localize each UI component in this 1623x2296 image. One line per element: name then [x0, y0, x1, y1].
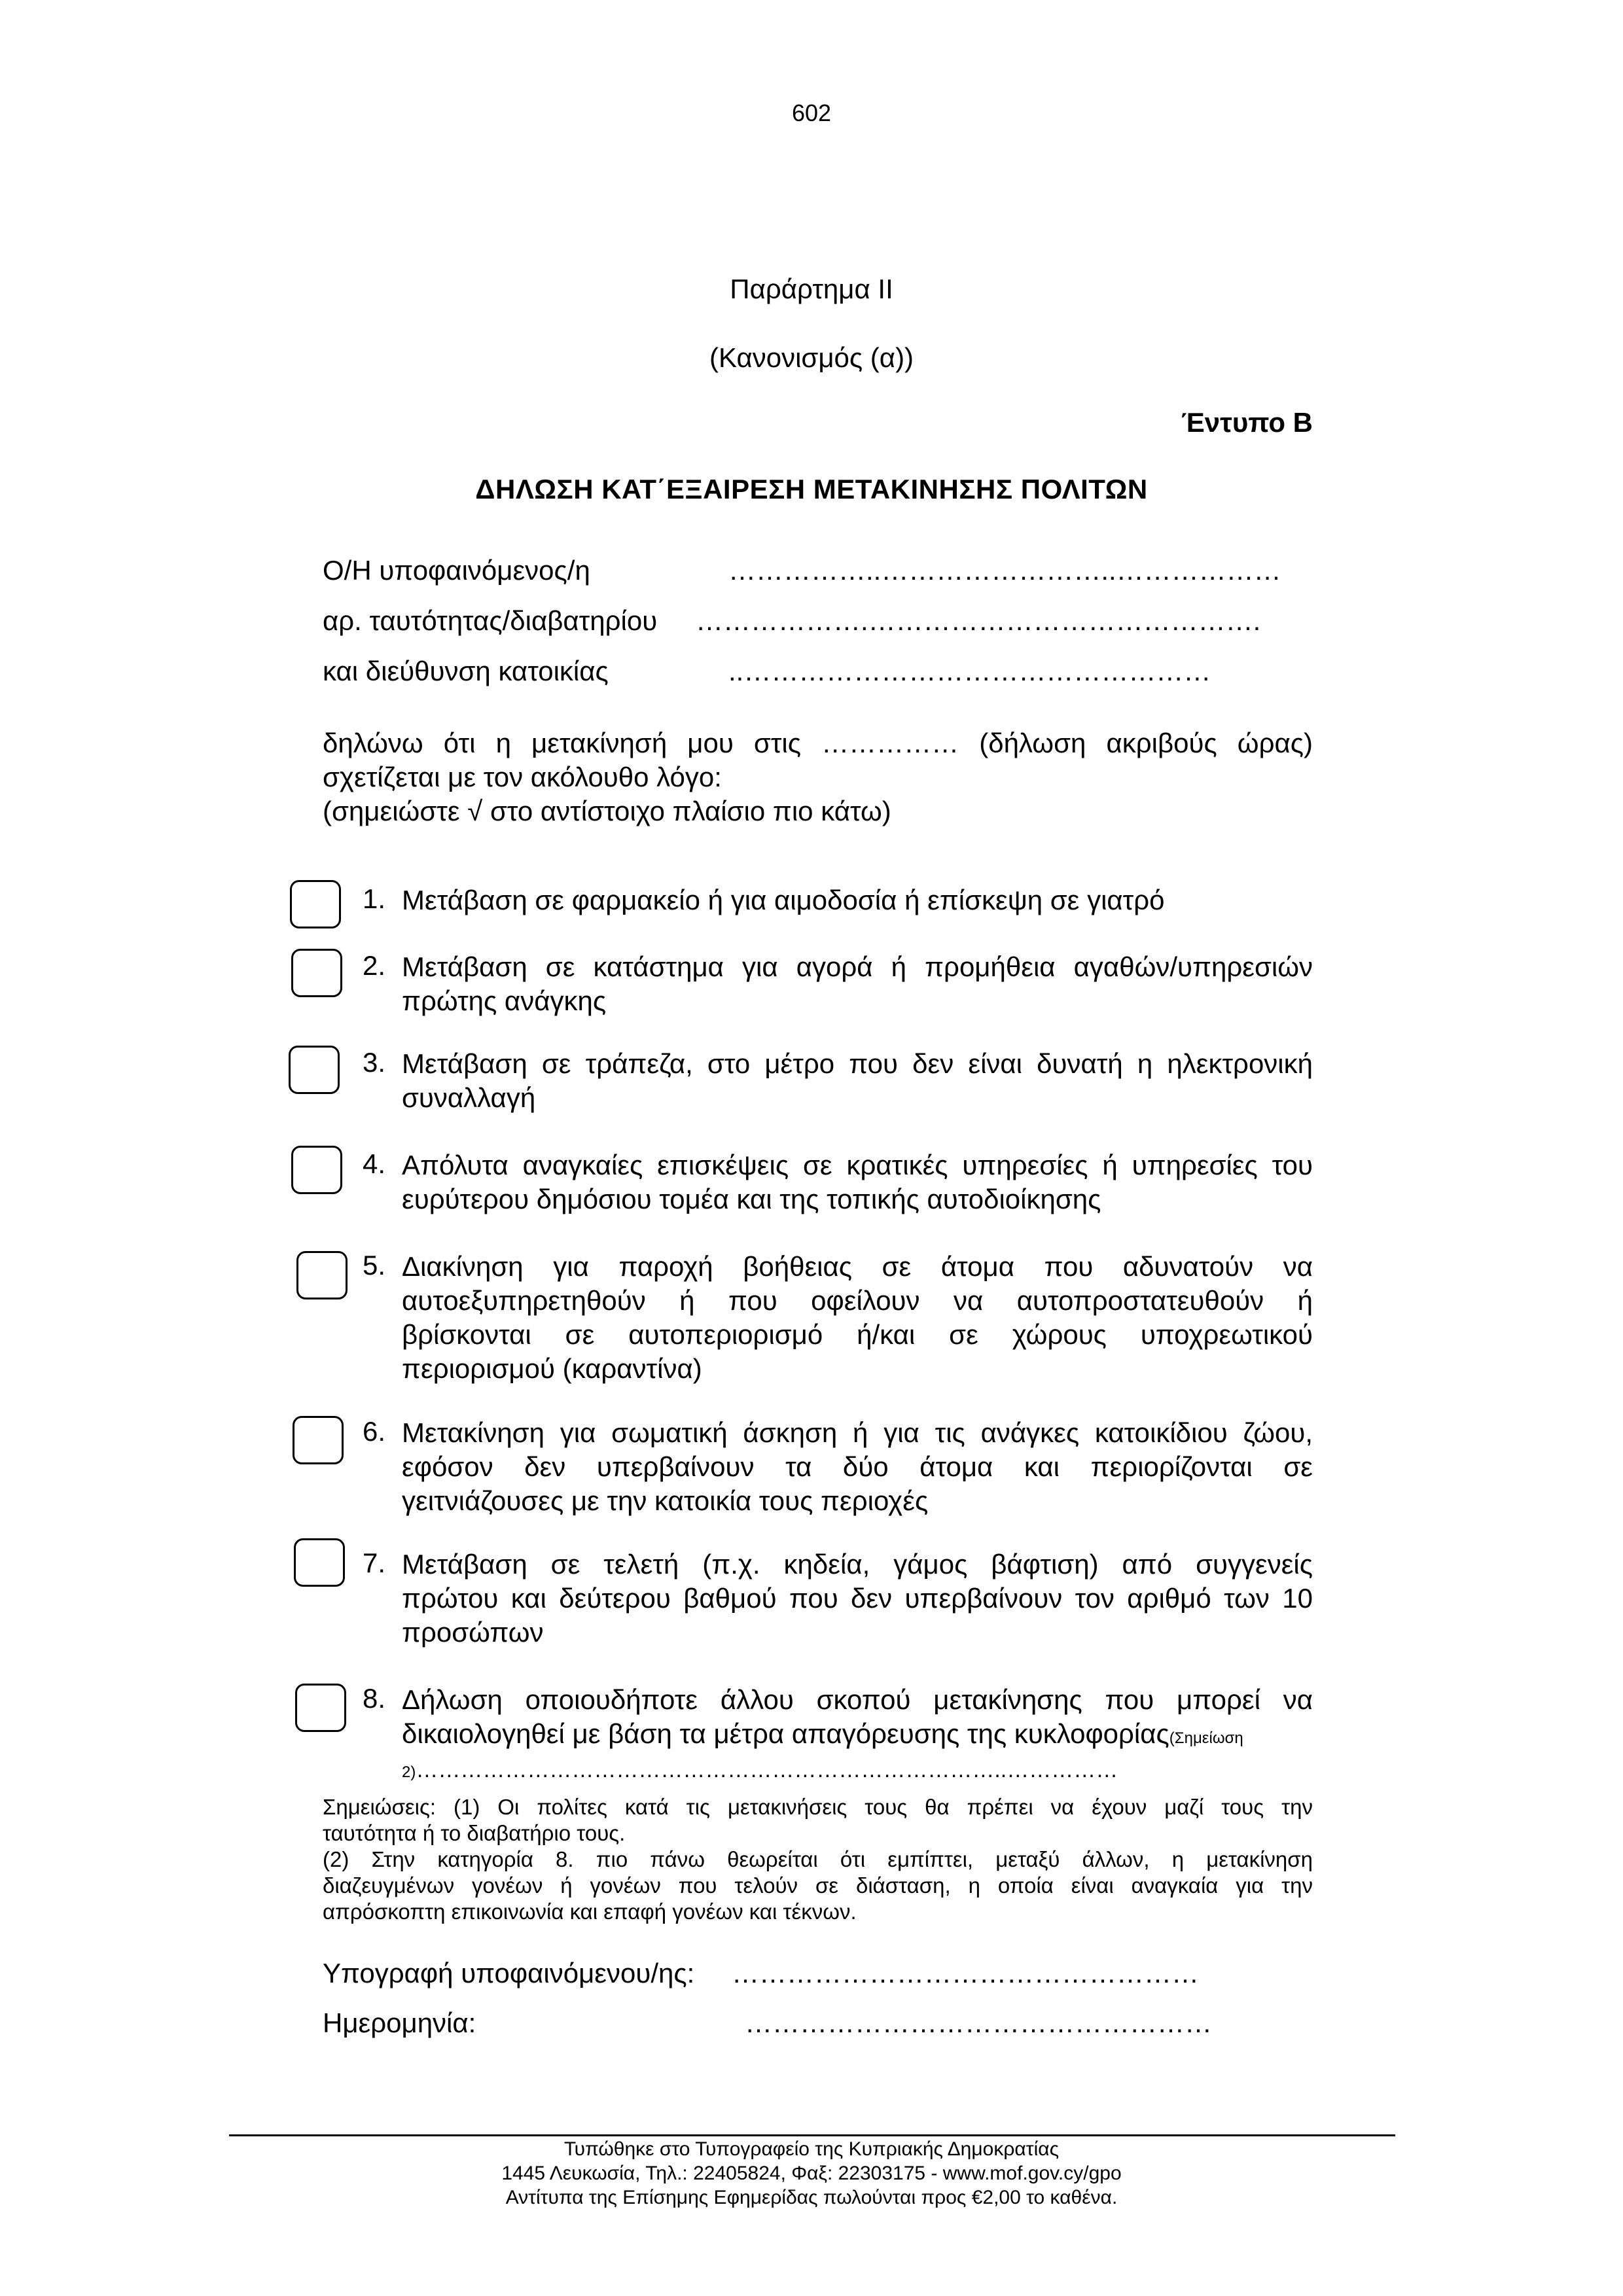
reason-line: Απόλυτα αναγκαίες επισκέψεις σε κρατικές υπηρεσίες ή υπηρεσίες του [402, 1150, 1313, 1180]
annex-title: Παράρτημα ΙΙ [730, 274, 893, 304]
reason-1-number: 1. [363, 883, 386, 914]
reason-2-number: 2. [363, 950, 386, 981]
signature-field[interactable]: …………………………………………… [732, 1958, 1199, 1988]
reason-3-text [402, 1047, 1313, 1115]
id-field[interactable]: ……………….……………………………………. [696, 605, 1261, 636]
declaration-line: δηλώνω ότι η μετακίνησή μου στις …………… (δήλωση ακριβούς ώρας) [323, 728, 1313, 758]
reason-8-checkbox[interactable] [295, 1684, 346, 1732]
reason-6-number: 6. [363, 1416, 386, 1447]
note-line: απρόσκοπτη επικοινωνία και επαφή γονέων και τέκνων. [323, 1899, 857, 1924]
reason-line: Δήλωση οποιουδήποτε άλλου σκοπού μετακίνησης που μπορεί να [402, 1684, 1313, 1715]
footer-divider [229, 2134, 1395, 2136]
note-reference: 2) [402, 1763, 416, 1781]
address-field[interactable]: ..…………………………………………… [728, 656, 1211, 686]
notes-section [323, 1794, 1313, 1925]
reason-line: συναλλαγή [402, 1082, 536, 1113]
date-field[interactable]: …………………………………………… [745, 2007, 1212, 2038]
annex-regulation: (Κανονισμός (α)) [709, 342, 914, 373]
note-line: (2) Στην κατηγορία 8. πιο πάνω θεωρείται ότι εμπίπτει, μεταξύ άλλων, η μετακίνηση [323, 1847, 1313, 1871]
reason-line: βρίσκονται σε αυτοπεριορισμό ή/και σε χώρους υποχρεωτικού [402, 1319, 1313, 1350]
footer-price: Αντίτυπα της Επίσημης Εφημερίδας πωλούνται προς €2,00 το καθένα. [505, 2187, 1118, 2208]
date-label: Ημερομηνία: [323, 2007, 476, 2038]
note-line: διαζευγμένων γονέων ή γονέων που τελούν σε διάσταση, η οποία είναι αναγκαία για την [323, 1873, 1313, 1898]
reason-8-dots: ……………………………………………………………………..…………… [416, 1757, 1118, 1782]
document-title: ΔΗΛΩΣΗ ΚΑΤ΄ΕΞΑΙΡΕΣΗ ΜΕΤΑΚΙΝΗΣΗΣ ΠΟΛΙΤΩΝ [475, 474, 1148, 504]
reason-3-number: 3. [363, 1047, 386, 1078]
footer-printer: Τυπώθηκε στο Τυπογραφείο της Κυπριακής Δημοκρατίας [563, 2138, 1060, 2160]
name-field-label: Ο/Η υποφαινόμενος/η [323, 555, 590, 586]
reason-line: γειτνιάζουσες με την κατοικία τους περιοχές [402, 1485, 929, 1516]
reason-line: ευρύτερου δημόσιου τομέα και της τοπικής αυτοδιοίκησης [402, 1184, 1101, 1214]
footer-contact: 1445 Λευκωσία, Τηλ.: 22405824, Φαξ: 22303175 - www.mof.gov.cy/gpo [501, 2163, 1122, 2184]
reason-line: Μετάβαση σε κατάστημα για αγορά ή προμήθεια αγαθών/υπηρεσιών [402, 951, 1313, 982]
name-field[interactable]: ……………..……………………..……………… [728, 555, 1281, 586]
reason-line: περιορισμού (καραντίνα) [402, 1353, 702, 1384]
reason-line: Μετάβαση σε τελετή (π.χ. κηδεία, γάμος βάφτιση) από συγγενείς [402, 1549, 1313, 1580]
note-line: Σημειώσεις: (1) Οι πολίτες κατά τις μετακινήσεις τους θα πρέπει να έχουν μαζί τους την [323, 1795, 1313, 1819]
reason-4-number: 4. [363, 1148, 386, 1179]
reason-7-checkbox[interactable] [294, 1538, 345, 1587]
signature-label: Υπογραφή υποφαινόμενου/ης: [323, 1958, 695, 1988]
reason-line: Διακίνηση για παροχή βοήθειας σε άτομα που αδυνατούν να [402, 1251, 1313, 1282]
reason-5-checkbox[interactable] [296, 1251, 348, 1299]
reason-line: πρώτου και δεύτερου βαθμού που δεν υπερβαίνουν τον αριθμό των 10 [402, 1583, 1313, 1614]
reason-line [402, 1717, 1313, 1756]
declaration-line: (σημειώστε √ στο αντίστοιχο πλαίσιο πιο κάτω) [323, 796, 891, 826]
address-field-label: και διεύθυνση κατοικίας [323, 656, 609, 686]
reason-5-number: 5. [363, 1250, 386, 1280]
reason-line: αυτοεξυπηρετηθούν ή που οφείλουν να αυτοπροστατευθούν ή [402, 1285, 1313, 1316]
reason-7-text [402, 1547, 1313, 1650]
reason-line: Μετακίνηση για σωματική άσκηση ή για τις ανάγκες κατοικίδιου ζώου, [402, 1417, 1313, 1448]
reason-6-text [402, 1416, 1313, 1518]
reason-1-checkbox[interactable] [290, 880, 341, 928]
reason-2-checkbox[interactable] [291, 949, 342, 997]
reason-3-checkbox[interactable] [289, 1046, 340, 1094]
note-reference: (Σημείωση [1169, 1729, 1243, 1747]
reason-8-number: 8. [363, 1683, 386, 1714]
reason-8-text [402, 1683, 1313, 1756]
reason-2-text [402, 950, 1313, 1018]
note-line: ταυτότητα ή το διαβατήριο τους. [323, 1821, 626, 1845]
id-field-label: αρ. ταυτότητας/διαβατηρίου [323, 605, 658, 636]
declaration-paragraph [323, 726, 1313, 828]
reason-line: εφόσον δεν υπερβαίνουν τα δύο άτομα και περιορίζονται σε [402, 1451, 1313, 1482]
reason-1-text [402, 883, 1313, 917]
reason-4-text [402, 1148, 1313, 1216]
reason-8-other-field[interactable] [402, 1757, 1118, 1783]
reason-5-text [402, 1250, 1313, 1386]
reason-line-text: δικαιολογηθεί με βάση τα μέτρα απαγόρευσης της κυκλοφορίας [402, 1718, 1169, 1749]
reason-line: πρώτης ανάγκης [402, 985, 607, 1016]
reason-line: προσώπων [402, 1617, 544, 1648]
reason-4-checkbox[interactable] [291, 1146, 342, 1194]
reason-7-number: 7. [363, 1547, 386, 1578]
reason-line: Μετάβαση σε φαρμακείο ή για αιμοδοσία ή επίσκεψη σε γιατρό [402, 885, 1165, 915]
page-number: 602 [791, 99, 832, 126]
reason-line: Μετάβαση σε τράπεζα, στο μέτρο που δεν είναι δυνατή η ηλεκτρονική [402, 1048, 1313, 1079]
form-code: Έντυπο Β [1181, 407, 1313, 438]
declaration-line: σχετίζεται με τον ακόλουθο λόγο: [323, 762, 722, 792]
reason-6-checkbox[interactable] [293, 1416, 344, 1464]
